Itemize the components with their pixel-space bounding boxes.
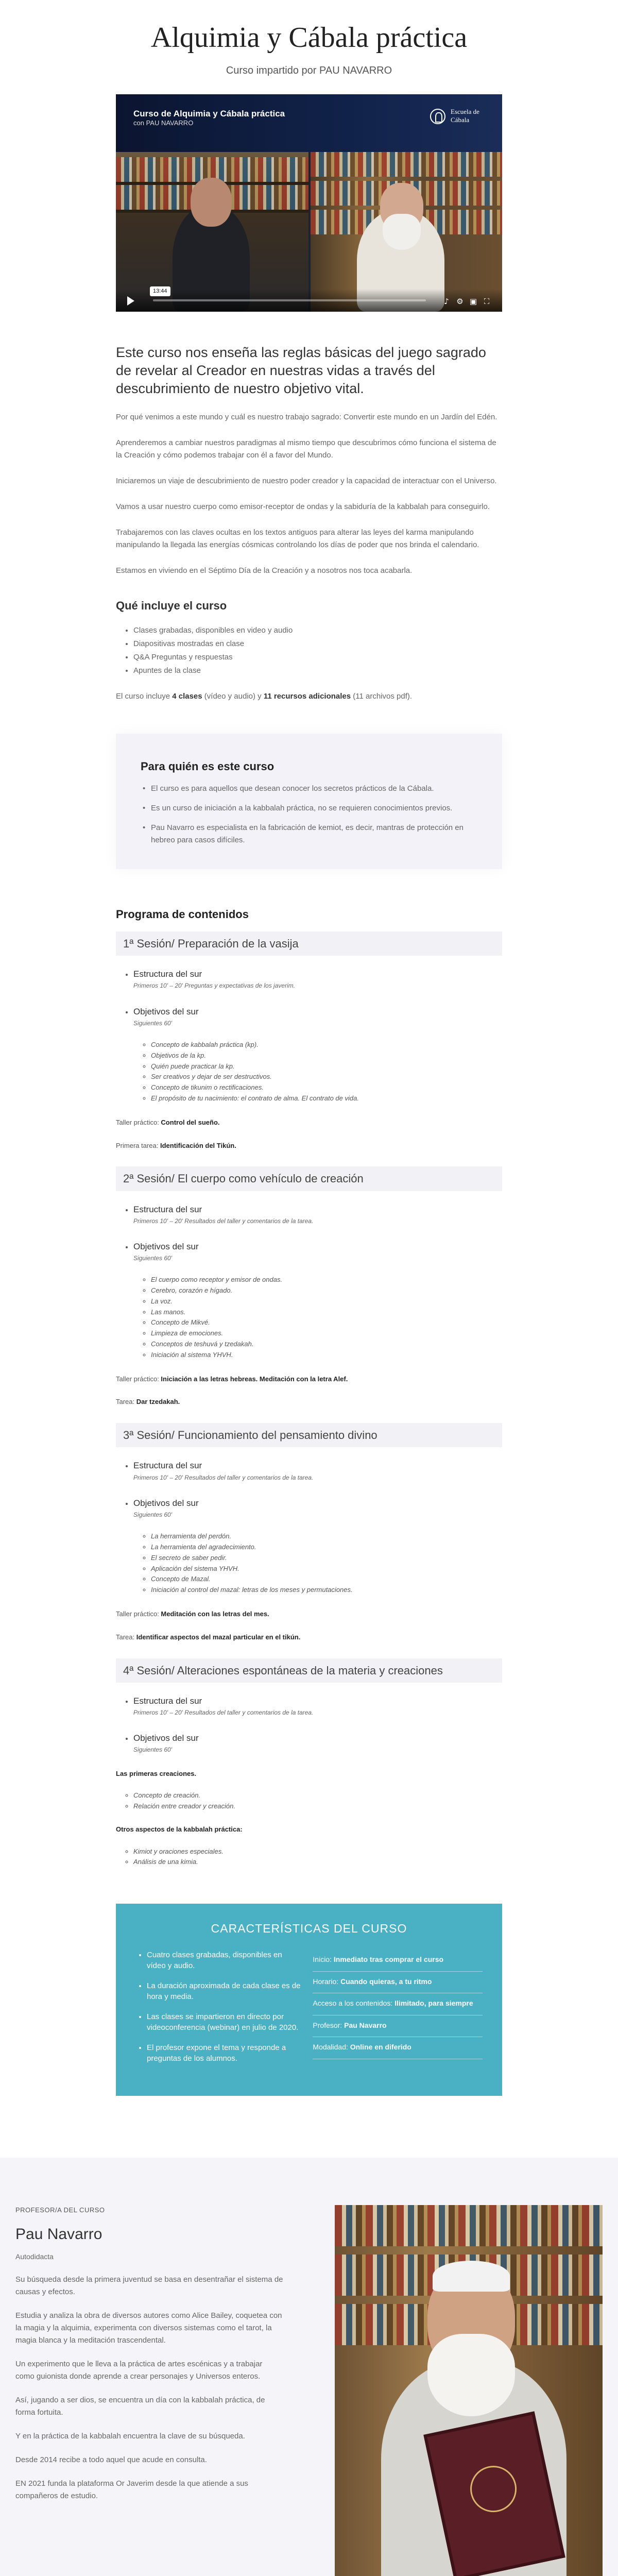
session-1 <box>116 931 502 1151</box>
list-item: • La duración aproximada de cada clase es de hora y media. <box>147 1980 303 2002</box>
list-item: ◦ Análisis de una kimia. <box>133 1857 502 1868</box>
video-frame-right <box>311 152 502 312</box>
feature-access: Acceso a los contenidos: Ilimitado, para siempre <box>313 1993 483 2015</box>
list-item: ◦ Ser creativos y dejar de ser destructivos. <box>151 1072 502 1082</box>
audience-title: Para quién es este curso <box>141 759 274 773</box>
session-task: Tarea: Dar tzedakah. <box>116 1398 180 1406</box>
list-item: • Estructura del sur Primeros 10' – 20' Resultados del taller y comentarios de la tarea. <box>133 1694 502 1718</box>
features-title: CARACTERÍSTICAS DEL CURSO <box>211 1922 407 1936</box>
video-time: 13:44 <box>150 286 170 297</box>
list-item: • Diapositivas mostradas en clase <box>133 638 502 650</box>
session-task: Tarea: Identificar aspectos del mazal particular en el tikún. <box>116 1633 301 1641</box>
list-item: ◦ Concepto de tikunim o rectificaciones. <box>151 1082 502 1093</box>
list-item: ◦ Iniciación al control del mazal: letras de los meses y permutaciones. <box>151 1585 502 1596</box>
teacher-section <box>0 2158 618 2576</box>
video-progress-bar[interactable] <box>153 299 426 301</box>
list-item: ◦ Concepto de Mikvé. <box>151 1317 502 1328</box>
list-item: • El profesor expone el tema y responde a preguntas de los alumnos. <box>147 2042 303 2064</box>
includes-list <box>116 624 502 677</box>
list-item: ◦ La herramienta del perdón. <box>151 1531 502 1542</box>
list-item: ◦ El propósito de tu nacimiento: el contrato de alma. El contrato de vida. <box>151 1093 502 1104</box>
list-item: • Pau Navarro es especialista en la fabricación de kemiot, es decir, mantras de protección en hebreo para casos difíciles. <box>141 822 477 846</box>
list-item: • Estructura del sur Primeros 10' – 20' Preguntas y expectativas de los javerim. <box>133 967 502 991</box>
teacher-kicker: PROFESOR/A DEL CURSO <box>15 2206 105 2214</box>
intro-paragraph: Aprenderemos a cambiar nuestros paradigmas al mismo tiempo que descubrimos cómo funciona el sistema de la Creación y cómo podemos trabajar con él a favor del Mundo. <box>116 438 496 460</box>
list-item: ◦ Concepto de kabbalah práctica (kp). <box>151 1040 502 1050</box>
teacher-bio: EN 2021 funda la plataforma Or Javerim desde la que atiende a sus compañeros de estudio. <box>15 2479 248 2501</box>
list-item: • Objetivos del sur Siguientes 60' ◦ Concepto de kabbalah práctica (kp). ◦ Objetivos de la kp. ◦ Quién puede practicar la kp. ◦ Ser creativos y dejar de ser destructivos. ◦ Concepto de tikunim o rectificaciones. ◦ El propósito de tu nacimiento: el contrato de alma. El contrato de vida. <box>133 1005 502 1104</box>
feature-mode: Modalidad: Online en diferido <box>313 2037 483 2059</box>
list-item: ◦ Concepto de creación. <box>133 1790 502 1801</box>
feature-start: Inicio: Inmediato tras comprar el curso <box>313 1950 483 1972</box>
intro-paragraph: Trabajaremos con las claves ocultas en los textos antiguos para alterar las leyes del karma manipulando manipulando la llegada las energías cósmicas controlando los días de poder que nos brinda el calendario. <box>116 528 479 550</box>
volume-icon[interactable]: ♪ <box>444 297 449 307</box>
intro-paragraph: Estamos en viviendo en el Séptimo Día de la Creación y a nosotros nos toca acabarla. <box>116 566 413 575</box>
list-item: • Es un curso de iniciación a la kabbalah práctica, no se requieren conocimientos previos. <box>141 802 477 815</box>
page-title: Alquimia y Cábala práctica <box>150 22 468 54</box>
school-logo-text: Escuela de Cábala <box>451 108 479 124</box>
session-heading: 4ª Sesión/ Alteraciones espontáneas de la materia y creaciones <box>116 1658 502 1683</box>
list-item: ◦ El secreto de saber pedir. <box>151 1553 502 1564</box>
list-item: • Q&A Preguntas y respuestas <box>133 651 502 664</box>
includes-summary: El curso incluye 4 clases (vídeo y audio) y 11 recursos adicionales (11 archivos pdf). <box>116 691 413 701</box>
intro-paragraph: Iniciaremos un viaje de descubrimiento de nuestro poder creador y la capacidad de interactuar con el Universo. <box>116 477 497 486</box>
teacher-bio: Desde 2014 recibe a todo aquel que acude en consulta. <box>15 2455 207 2465</box>
list-item: ◦ Kimiot y oraciones especiales. <box>133 1846 502 1857</box>
school-logo <box>430 106 487 137</box>
teacher-bio: Estudia y analiza la obra de diversos autores como Alice Bailey, coquetea con la magia y la alquimia, experimenta con diversos sistemas como el tarot, la magia blanca y la meditación trascendental. <box>15 2311 282 2345</box>
settings-gear-icon[interactable]: ⚙ <box>456 297 464 307</box>
session-heading: 1ª Sesión/ Preparación de la vasija <box>116 931 502 956</box>
teacher-bio: Y en la práctica de la kabbalah encuentra la clave de su búsqueda. <box>15 2432 245 2441</box>
list-item: ◦ Objetivos de la kp. <box>151 1050 502 1061</box>
course-features <box>116 1904 502 2096</box>
intro-paragraph: Vamos a usar nuestro cuerpo como emisor-receptor de ondas y la sabiduría de la kabbalah para conseguirlo. <box>116 502 490 512</box>
fullscreen-icon[interactable]: ⛶ <box>484 297 490 307</box>
list-item: • Apuntes de la clase <box>133 665 502 677</box>
list-item: ◦ Iniciación al sistema YHVH. <box>151 1350 502 1361</box>
session-workshop: Taller práctico: Meditación con las letras del mes. <box>116 1609 269 1618</box>
list-item: • Clases grabadas, disponibles en video y audio <box>133 624 502 637</box>
class-count: 4 clases <box>172 691 202 701</box>
includes-title: Qué incluye el curso <box>116 599 227 613</box>
intro-paragraph: Por qué venimos a este mundo y cuál es nuestro trabajo sagrado: Convertir este mundo en un Jardín del Edén. <box>116 413 497 422</box>
session-heading: 3ª Sesión/ Funcionamiento del pensamiento divino <box>116 1423 502 1447</box>
list-item: ◦ Las manos. <box>151 1307 502 1318</box>
list-item: ◦ La herramienta del agradecimiento. <box>151 1542 502 1553</box>
session-workshop: Taller práctico: Control del sueño. <box>116 1118 220 1126</box>
group-title: Las primeras creaciones. <box>116 1769 197 1777</box>
teacher-bio: Un experimento que le lleva a la práctica de artes escénicas y a trabajar como guionista donde aprende a crear personajes y Universos enteros. <box>15 2360 263 2381</box>
list-item: • Estructura del sur Primeros 10' – 20' Resultados del taller y comentarios de la tarea. <box>133 1459 502 1482</box>
list-item: • El curso es para aquellos que desean conocer los secretos prácticos de la Cábala. <box>141 783 477 795</box>
video-subtitle: con PAU NAVARRO <box>133 119 194 127</box>
resource-count: 11 recursos adicionales <box>263 691 351 701</box>
video-controls <box>116 289 502 312</box>
page-subtitle: Curso impartido por PAU NAVARRO <box>226 65 392 77</box>
list-item: • Objetivos del sur Siguientes 60' ◦ La herramienta del perdón. ◦ La herramienta del agradecimiento. ◦ El secreto de saber pedir. ◦ Aplicación del sistema YHVH. ◦ Concepto de Mazal. ◦ Iniciación al control del mazal: letras de los meses y permutaciones. <box>133 1496 502 1596</box>
list-item: ◦ Cerebro, corazón e hígado. <box>151 1285 502 1296</box>
teacher-bio: Su búsqueda desde la primera juventud se basa en desentrañar el sistema de causas y efectos. <box>15 2275 283 2297</box>
teacher-photo <box>335 2205 603 2576</box>
session-4 <box>116 1658 502 1868</box>
list-item: • Objetivos del sur Siguientes 60' ◦ El cuerpo como receptor y emisor de ondas. ◦ Cerebro, corazón e hígado. ◦ La voz. ◦ Las manos. ◦ Concepto de Mikvé. ◦ Limpieza de emociones. ◦ Conceptos de teshuvá y tzedakah. ◦ Iniciación al sistema YHVH. <box>133 1240 502 1361</box>
list-item: • Objetivos del sur Siguientes 60' <box>133 1731 502 1755</box>
list-item: ◦ Conceptos de teshuvá y tzedakah. <box>151 1339 502 1350</box>
session-workshop: Taller práctico: Iniciación a las letras hebreas. Meditación con la letra Alef. <box>116 1375 348 1383</box>
features-details <box>313 1950 483 2073</box>
list-item: ◦ La voz. <box>151 1296 502 1307</box>
teacher-bio: Así, jugando a ser dios, se encuentra un día con la kabbalah práctica, de forma fortuita. <box>15 2396 265 2417</box>
list-item: ◦ El cuerpo como receptor y emisor de ondas. <box>151 1275 502 1285</box>
school-logo-icon <box>430 109 445 124</box>
session-2 <box>116 1166 502 1408</box>
list-item: ◦ Quién puede practicar la kp. <box>151 1061 502 1072</box>
session-heading: 2ª Sesión/ El cuerpo como vehículo de creación <box>116 1166 502 1191</box>
video-title: Curso de Alquimia y Cábala práctica <box>133 109 285 119</box>
play-icon[interactable] <box>127 296 134 306</box>
program-title: Programa de contenidos <box>116 907 249 921</box>
pip-icon[interactable]: ▣ <box>469 297 477 307</box>
video-frame-left <box>116 152 308 312</box>
list-item: ◦ Concepto de Mazal. <box>151 1574 502 1585</box>
features-list <box>135 1950 303 2073</box>
main-content <box>116 0 502 2096</box>
session-3 <box>116 1423 502 1642</box>
audience-box <box>116 734 502 869</box>
feature-schedule: Horario: Cuando quieras, a tu ritmo <box>313 1972 483 1994</box>
list-item: ◦ Relación entre creador y creación. <box>133 1801 502 1812</box>
list-item: ◦ Limpieza de emociones. <box>151 1328 502 1339</box>
intro-lead: Este curso nos enseña las reglas básicas del juego sagrado de revelar al Creador en nuestras vidas a través del descubrimiento de nuestro objetivo vital. <box>116 345 486 397</box>
session-task: Primera tarea: Identificación del Tikún. <box>116 1141 236 1149</box>
teacher-role: Autodidacta <box>15 2252 54 2261</box>
list-item: • Las clases se impartieron en directo por videoconferencia (webinar) en julio de 2020. <box>147 2011 303 2033</box>
list-item: • Estructura del sur Primeros 10' – 20' Resultados del taller y comentarios de la tarea. <box>133 1202 502 1226</box>
list-item: ◦ Aplicación del sistema YHVH. <box>151 1564 502 1574</box>
teacher-name: Pau Navarro <box>15 2225 102 2243</box>
feature-teacher: Profesor: Pau Navarro <box>313 2015 483 2038</box>
group-title: Otros aspectos de la kabbalah práctica: <box>116 1825 243 1833</box>
video-player[interactable] <box>116 94 502 312</box>
list-item: • Cuatro clases grabadas, disponibles en vídeo y audio. <box>147 1950 303 1971</box>
